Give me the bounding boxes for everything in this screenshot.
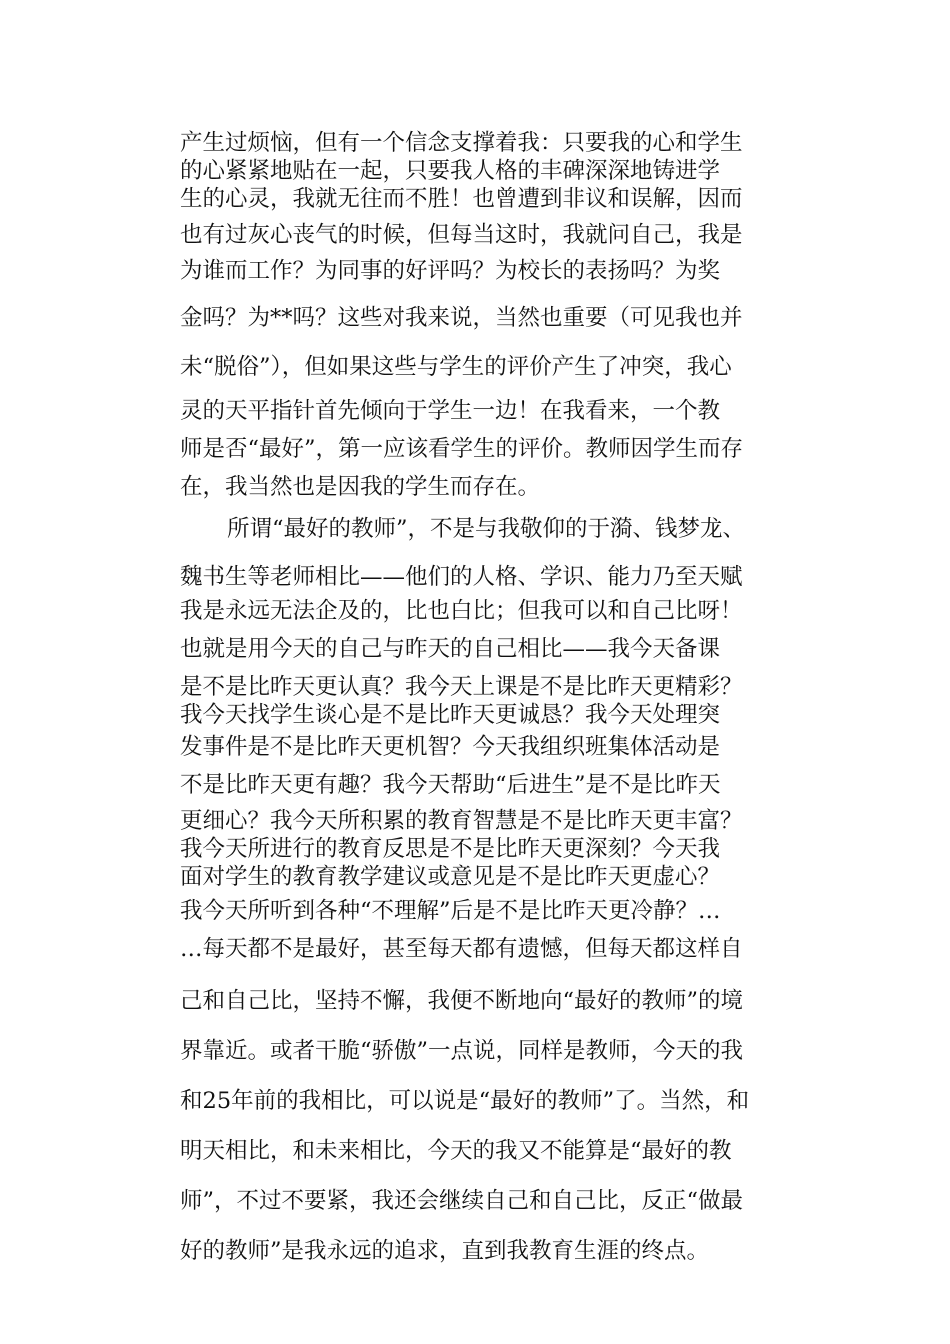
text-line: 师”，不过不要紧，我还会继续自己和自己比，反正“做最 bbox=[180, 1188, 744, 1214]
text-line: 我今天所进行的教育反思是不是比昨天更深刻？今天我 bbox=[180, 836, 721, 862]
text-line: 发事件是不是比昨天更机智？今天我组织班集体活动是 bbox=[180, 734, 721, 760]
text-line: 我今天所听到各种“不理解”后是不是比昨天更冷静？… bbox=[180, 898, 721, 924]
text-line: 明天相比，和未来相比，今天的我又不能算是“最好的教 bbox=[180, 1138, 732, 1164]
text-line: 灵的天平指针首先倾向于学生一边！在我看来，一个教 bbox=[180, 398, 721, 424]
text-line: 己和自己比，坚持不懈，我便不断地向“最好的教师”的境 bbox=[180, 988, 744, 1014]
text-line: …每天都不是最好，甚至每天都有遗憾，但每天都这样自 bbox=[180, 936, 743, 962]
text-line: 的心紧紧地贴在一起，只要我人格的丰碑深深地铸进学 bbox=[180, 158, 721, 184]
text-line: 好的教师”是我永远的追求，直到我教育生涯的终点。 bbox=[180, 1238, 710, 1264]
text-line: 更细心？我今天所积累的教育智慧是不是比昨天更丰富？ bbox=[180, 808, 743, 834]
text-line: 在，我当然也是因我的学生而存在。 bbox=[180, 474, 541, 500]
text-line: 也就是用今天的自己与昨天的自己相比——我今天备课 bbox=[180, 636, 721, 662]
text-line: 未“脱俗”），但如果这些与学生的评价产生了冲突，我心 bbox=[180, 354, 732, 380]
text-line: 也有过灰心丧气的时候，但每当这时，我就问自己，我是 bbox=[180, 222, 743, 248]
text-line: 我是永远无法企及的，比也白比；但我可以和自己比呀！ bbox=[180, 598, 743, 624]
text-line: 金吗？为**吗？这些对我来说，当然也重要（可见我也并 bbox=[180, 305, 743, 331]
text-line: 不是比昨天更有趣？我今天帮助“后进生”是不是比昨天 bbox=[180, 772, 721, 798]
paragraph-first-line: 所谓“最好的教师”，不是与我敬仰的于漪、钱梦龙、 bbox=[227, 516, 746, 542]
text-line: 我今天找学生谈心是不是比昨天更诚恳？我今天处理突 bbox=[180, 702, 721, 728]
text-line: 产生过烦恼，但有一个信念支撑着我：只要我的心和学生 bbox=[180, 130, 743, 156]
text-line: 师是否“最好”，第一应该看学生的评价。教师因学生而存 bbox=[180, 436, 744, 462]
text-line: 面对学生的教育教学建议或意见是不是比昨天更虚心？ bbox=[180, 864, 721, 890]
text-line: 为谁而工作？为同事的好评吗？为校长的表扬吗？为奖 bbox=[180, 258, 721, 284]
text-line: 是不是比昨天更认真？我今天上课是不是比昨天更精彩？ bbox=[180, 674, 743, 700]
text-line: 和25年前的我相比，可以说是“最好的教师”了。当然，和 bbox=[180, 1088, 750, 1114]
text-line: 界靠近。或者干脆“骄傲”一点说，同样是教师，今天的我 bbox=[180, 1038, 744, 1064]
text-line: 魏书生等老师相比——他们的人格、学识、能力乃至天赋 bbox=[180, 564, 743, 590]
text-line: 生的心灵，我就无往而不胜！也曾遭到非议和误解，因而 bbox=[180, 186, 743, 212]
